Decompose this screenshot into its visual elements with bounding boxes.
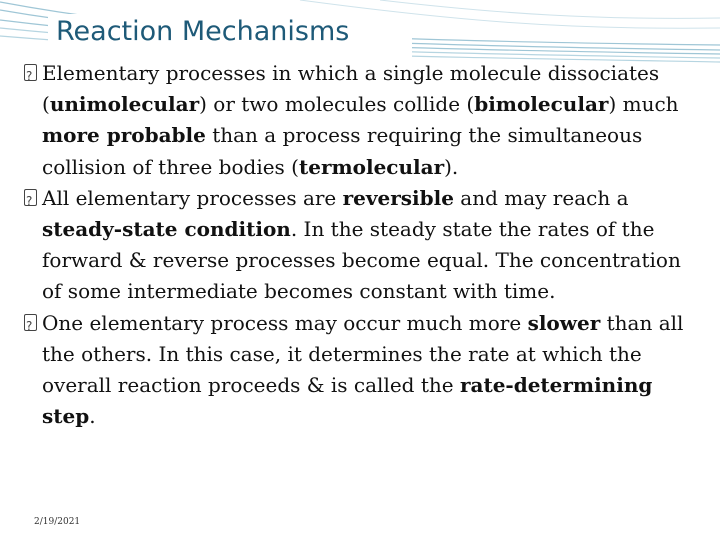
slide-title: Reaction Mechanisms [56, 16, 350, 47]
bold-term: unimolecular [49, 92, 200, 117]
bullet-text: All elementary processes are [42, 185, 343, 210]
slide-body [24, 58, 700, 432]
bullet-text: . [89, 404, 96, 429]
bullet-text: and may reach a [453, 185, 629, 210]
bullet-glyph-icon [24, 58, 42, 90]
bullet-text: . In the steady state the rates of the forward & reverse processes become equal. The concentration of some intermediate becomes constant with time. [42, 217, 681, 304]
bold-term: reversible [342, 185, 454, 210]
bold-term: rate-determining step [42, 373, 653, 429]
bullet-glyph-icon [24, 183, 42, 215]
bullet-text: ). [444, 154, 459, 179]
bullet-text: ) or two molecules collide ( [199, 92, 475, 117]
bold-term: steady-state condition [42, 217, 291, 242]
bullet-glyph-icon [24, 308, 42, 340]
bullet-item [24, 308, 700, 433]
bullet-text: than a process requiring the simultaneous collision of three bodies ( [42, 123, 643, 179]
bullet-item [24, 183, 700, 308]
bullet-text: than all the others. In this case, it determines the rate at which the overall reaction proceeds & is called the [42, 310, 684, 398]
bold-term: more probable [42, 123, 206, 148]
bold-term: slower [527, 310, 601, 335]
bullet-text: Elementary processes in which a single molecule dissociates ( [42, 61, 660, 117]
bullet-item [24, 58, 700, 183]
footer-date: 2/19/2021 [34, 517, 81, 527]
bold-term: termolecular [298, 154, 445, 179]
bullet-text: ) much [608, 92, 679, 117]
bullet-text: One elementary process may occur much more [42, 310, 528, 335]
bold-term: bimolecular [474, 92, 609, 117]
